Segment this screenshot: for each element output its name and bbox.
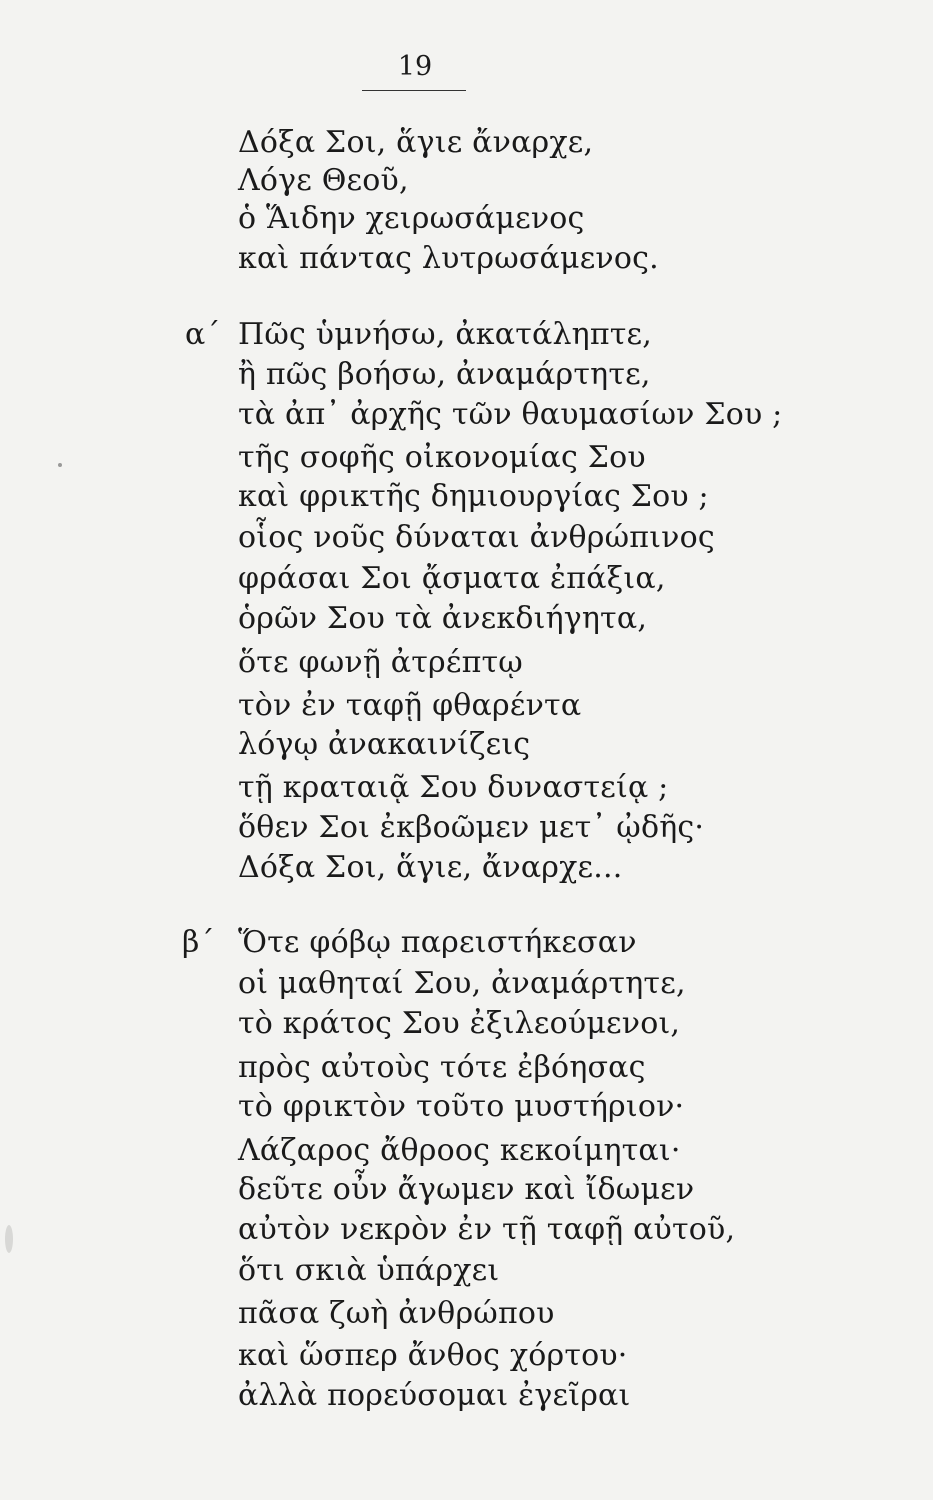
text-line: φράσαι Σοι ᾄσματα ἐπάξια,	[238, 561, 666, 596]
text-line: τὸ φρικτὸν τοῦτο μυστήριον·	[238, 1089, 685, 1124]
scan-smudge	[5, 1225, 13, 1253]
text-line: δεῦτε οὖν ἄγωμεν καὶ ἴδωμεν	[238, 1172, 695, 1207]
text-line: οἱ μαθηταί Σου, ἀναμάρτητε,	[238, 966, 686, 1001]
scan-smudge	[58, 463, 62, 467]
text-line: ὁρῶν Σου τὰ ἀνεκδιήγητα,	[238, 601, 648, 636]
text-line: ἀλλὰ πορεύσομαι ἐγεῖραι	[238, 1378, 631, 1413]
text-line: ὅτε φωνῇ ἀτρέπτῳ	[238, 645, 523, 680]
text-line: τῆς σοφῆς οἰκονομίας Σου	[238, 440, 646, 475]
text-line: Λάζαρος ἄθροος κεκοίμηται·	[238, 1133, 681, 1168]
text-line: οἷος νοῦς δύναται ἀνθρώπινος	[238, 520, 715, 555]
stanza-marker: β΄	[182, 925, 215, 960]
text-line: καὶ πάντας λυτρωσάμενος.	[238, 241, 659, 276]
text-line: αὐτὸν νεκρὸν ἐν τῇ ταφῇ αὐτοῦ,	[238, 1212, 736, 1247]
page-number: 19	[397, 51, 433, 82]
text-line: Δόξα Σοι, ἅγιε ἄναρχε,	[238, 125, 594, 160]
text-line: Δόξα Σοι, ἅγιε, ἄναρχε...	[238, 850, 623, 885]
text-line: ὁ Ἅιδην χειρωσάμενος	[238, 201, 585, 236]
text-line: τὸν ἐν ταφῇ φθαρέντα	[238, 688, 582, 723]
text-line: τῇ κραταιᾷ Σου δυναστείᾳ ;	[238, 770, 669, 805]
text-line: ἢ πῶς βοήσω, ἀναμάρτητε,	[238, 357, 651, 392]
text-line: λόγῳ ἀνακαινίζεις	[238, 727, 531, 762]
text-line: ὅθεν Σοι ἐκβοῶμεν μετ᾽ ᾠδῆς·	[238, 810, 705, 845]
text-line: τὸ κράτος Σου ἐξιλεούμενοι,	[238, 1006, 681, 1041]
text-line: Πῶς ὑμνήσω, ἀκατάληπτε,	[238, 317, 653, 352]
text-line: πρὸς αὐτοὺς τότε ἐβόησας	[238, 1050, 646, 1085]
stanza-marker: α΄	[185, 317, 221, 352]
text-line: Λόγε Θεοῦ,	[238, 163, 409, 198]
text-line: ὅτι σκιὰ ὑπάρχει	[238, 1253, 500, 1288]
text-line: πᾶσα ζωὴ ἀνθρώπου	[238, 1296, 555, 1331]
page-number-rule	[362, 90, 466, 91]
text-line: τὰ ἀπ᾽ ἀρχῆς τῶν θαυμασίων Σου ;	[238, 397, 783, 432]
text-line: καὶ φρικτῆς δημιουργίας Σου ;	[238, 479, 709, 514]
text-line: καὶ ὥσπερ ἄνθος χόρτου·	[238, 1338, 628, 1373]
text-line: Ὅτε φόβῳ παρειστήκεσαν	[238, 925, 637, 960]
